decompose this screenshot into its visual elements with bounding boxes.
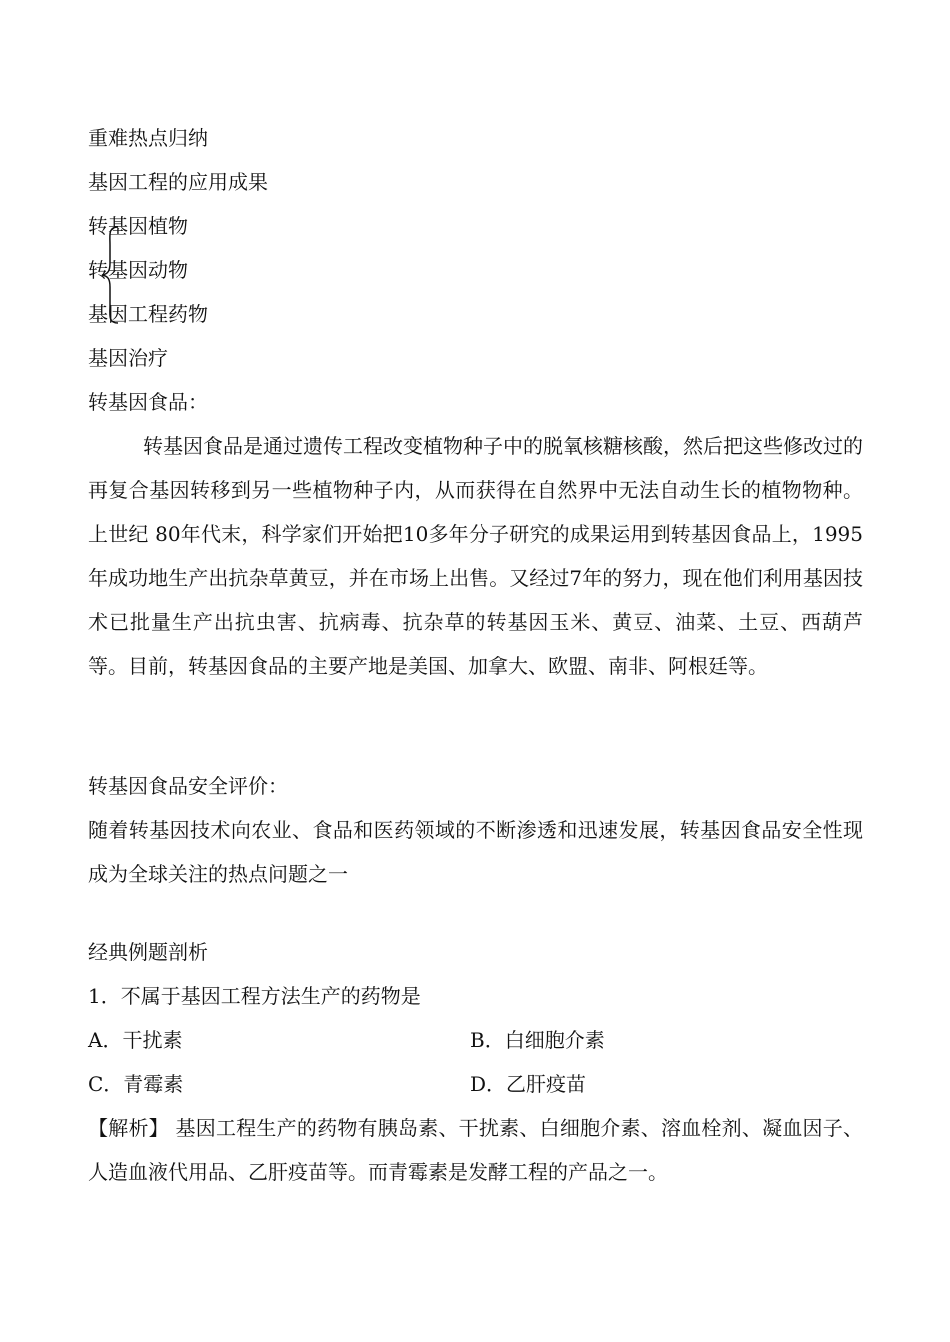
list-item-gene-therapy: 基因治疗 bbox=[88, 346, 168, 370]
list-item-genetic-drugs: 基因工程药物 bbox=[88, 302, 208, 326]
safety-title: 转基因食品安全评价： bbox=[88, 774, 288, 798]
transgenic-food-paragraph: 转基因食品是通过遗传工程改变植物种子中的脱氧核糖核酸，然后把这些修改过的再复合基因转移到另一些植物种子内，从而获得在自然界中无法自动生长的植物物种。上世纪 80年代末，科学家们开始把10多年分子研究的成果运用到转基因食品上，1995年成功地生产出抗杂草黄豆，并在市场上出售。又经过7年的努力，现在他们利用基因技术已批量生产出抗虫害、抗病毒、抗杂草的转基因玉米、黄豆、油菜、土豆、西葫芦等。目前，转基因食品的主要产地是美国、加拿大、欧盟、南非、阿根廷等。 bbox=[88, 434, 863, 678]
list-item-transgenic-plants: 转基因植物 bbox=[88, 214, 188, 238]
option-c: C．青霉素 bbox=[88, 1072, 184, 1096]
safety-paragraph: 随着转基因技术向农业、食品和医药领域的不断渗透和迅速发展，转基因食品安全性现成为全球关注的热点问题之一 bbox=[88, 818, 863, 886]
option-a: A．干扰素 bbox=[88, 1028, 183, 1052]
analysis-paragraph: 【解析】 基因工程生产的药物有胰岛素、干扰素、白细胞介素、溶血栓剂、凝血因子、人造血液代用品、乙肝疫苗等。而青霉素是发酵工程的产品之一。 bbox=[88, 1116, 863, 1184]
option-d: D．乙肝疫苗 bbox=[470, 1072, 587, 1096]
question-text: 1．不属于基因工程方法生产的药物是 bbox=[88, 984, 421, 1008]
section-heading: 重难热点归纳 bbox=[88, 126, 208, 150]
option-b: B．白细胞介素 bbox=[470, 1028, 605, 1052]
transgenic-food-title: 转基因食品： bbox=[88, 390, 208, 414]
section-subheading: 基因工程的应用成果 bbox=[88, 170, 268, 194]
examples-heading: 经典例题剖析 bbox=[88, 940, 208, 964]
list-item-transgenic-animals: 转基因动物 bbox=[88, 258, 188, 282]
